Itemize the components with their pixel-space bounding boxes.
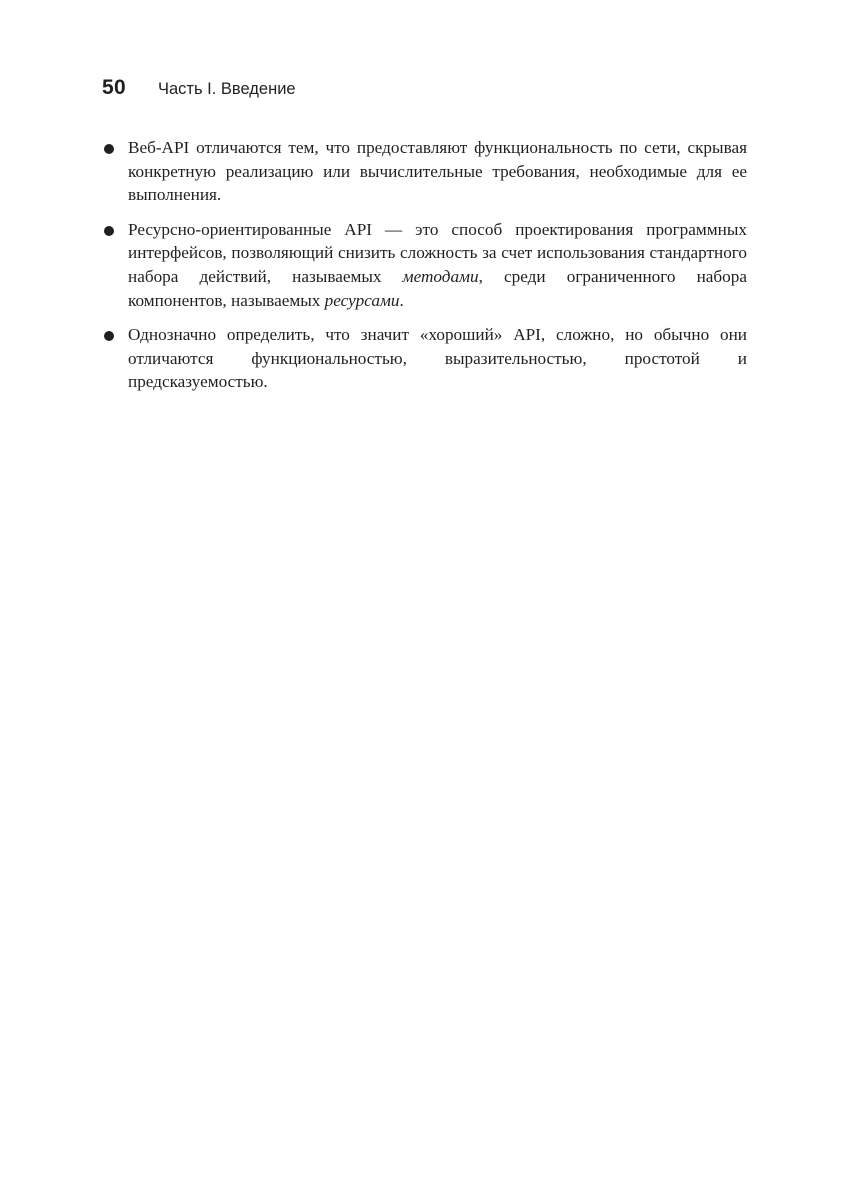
bullet-text: Однозначно определить, что значит «хороший» API, сложно, но обычно они отличаются функциональностью, выразительностью, простотой и предсказуемостью. xyxy=(128,325,747,392)
bullet-item-web-api xyxy=(102,136,747,207)
bullet-item-resource-oriented-api xyxy=(102,218,747,312)
running-head: Часть I. Введение xyxy=(157,80,296,98)
emphasis-methods: методами xyxy=(402,266,479,286)
summary-bullet-list xyxy=(102,136,747,405)
bullet-item-good-api xyxy=(102,323,747,394)
bullet-text: Веб-API отличаются тем, что предоставляют функциональность по сети, скрывая конкретную реализацию или вычислительные требования, необходимые для ее выполнения. xyxy=(128,138,747,205)
bullet-text-part: , среди ограниченного набора компонентов, называемых xyxy=(128,266,747,310)
bullet-text-end: . xyxy=(399,290,404,310)
page-header xyxy=(102,76,296,100)
bullet-icon xyxy=(104,226,114,236)
bullet-text-part: Ресурсно-ориентированные API — это способ проектирования программных интерфейсов, позволяющий снизить сложность за счет использования стандартного набора действий, называемых xyxy=(128,219,747,286)
page-number: 50 xyxy=(102,76,126,99)
bullet-icon xyxy=(104,331,114,341)
emphasis-resources: ресурсами xyxy=(324,290,400,310)
bullet-icon xyxy=(104,144,114,154)
bullet-text xyxy=(128,220,747,310)
